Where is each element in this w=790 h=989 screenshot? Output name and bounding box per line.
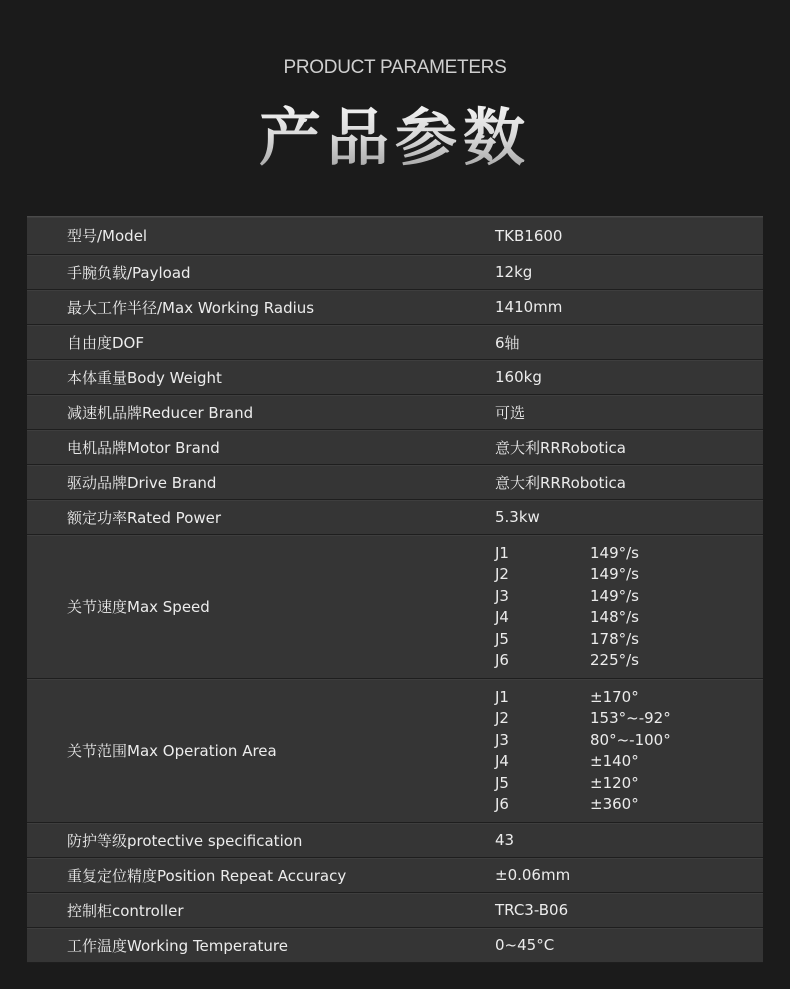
joint-value: ±360°: [590, 795, 639, 814]
joint-name: J6: [495, 795, 509, 814]
table-row: [27, 928, 763, 963]
joint-item: [495, 772, 763, 794]
table-row-operation-area: [27, 679, 763, 823]
joint-name: J2: [495, 709, 509, 728]
param-label: 工作温度Working Temperature: [67, 936, 288, 955]
table-row: [27, 893, 763, 928]
table-row-max-speed: [27, 535, 763, 679]
param-label: 自由度DOF: [67, 333, 144, 352]
table-row: [27, 217, 763, 255]
table-row: [27, 465, 763, 500]
table-row: [27, 430, 763, 465]
joint-item: [495, 729, 763, 751]
joint-value: 149°/s: [590, 543, 639, 562]
param-label: 额定功率Rated Power: [67, 508, 222, 527]
joint-item: [495, 751, 763, 773]
param-value: 1410mm: [495, 298, 563, 316]
param-value: 6轴: [495, 333, 520, 352]
param-value: 5.3kw: [495, 508, 540, 526]
joint-value: ±120°: [590, 773, 639, 792]
joint-value: 153°~-92°: [590, 709, 671, 728]
joint-value: 149°/s: [590, 565, 639, 584]
joint-value: 80°~-100°: [590, 730, 671, 749]
page-title: 产品参数: [0, 88, 790, 177]
joint-name: J1: [495, 543, 509, 562]
joint-list: [455, 542, 763, 672]
joint-name: J5: [495, 773, 509, 792]
joint-name: J5: [495, 629, 509, 648]
joint-item: [495, 563, 763, 585]
param-label: 关节范围Max Operation Area: [67, 742, 277, 760]
joint-value: 148°/s: [590, 608, 639, 627]
joint-item: [495, 607, 763, 629]
param-value: 意大利RRRobotica: [495, 438, 626, 457]
joint-name: J3: [495, 586, 509, 605]
joint-item: [495, 628, 763, 650]
joint-item: [495, 650, 763, 672]
param-label: 手腕负载/Payload: [67, 263, 191, 282]
param-label: 本体重量Body Weight: [67, 368, 222, 387]
param-value: TRC3-B06: [495, 901, 569, 919]
joint-value: ±140°: [590, 752, 639, 771]
joint-value: 149°/s: [590, 586, 639, 605]
param-label: 重复定位精度Position Repeat Accuracy: [67, 866, 347, 885]
table-row: [27, 858, 763, 893]
param-label: 关节速度Max Speed: [67, 598, 210, 616]
table-row: [27, 360, 763, 395]
joint-item: [495, 542, 763, 564]
param-label: 减速机品牌Reducer Brand: [67, 403, 254, 422]
joint-name: J6: [495, 651, 509, 670]
table-row: [27, 395, 763, 430]
joint-name: J3: [495, 730, 509, 749]
param-value: 0~45°C: [495, 936, 555, 954]
joint-name: J1: [495, 687, 509, 706]
joint-value: 178°/s: [590, 629, 639, 648]
joint-list: [455, 686, 763, 816]
param-label: 型号/Model: [67, 227, 148, 245]
joint-item: [495, 794, 763, 816]
joint-item: [495, 707, 763, 729]
joint-item: [495, 585, 763, 607]
param-value: TKB1600: [495, 226, 563, 245]
table-row: [27, 325, 763, 360]
param-label: 驱动品牌Drive Brand: [67, 473, 217, 492]
param-value: ±0.06mm: [495, 866, 571, 884]
joint-value: ±170°: [590, 687, 639, 706]
param-value: 可选: [495, 403, 526, 422]
joint-name: J4: [495, 608, 509, 627]
table-row: [27, 823, 763, 858]
joint-value: 225°/s: [590, 651, 639, 670]
parameters-table: [27, 216, 763, 963]
table-row: [27, 500, 763, 535]
joint-name: J4: [495, 752, 509, 771]
param-value: 160kg: [495, 368, 542, 386]
table-row: [27, 255, 763, 290]
param-label: 控制柜controller: [67, 901, 184, 920]
table-row: [27, 290, 763, 325]
param-value: 12kg: [495, 263, 533, 281]
param-label: 最大工作半径/Max Working Radius: [67, 298, 315, 317]
param-label: 电机品牌Motor Brand: [67, 438, 220, 457]
joint-item: [495, 686, 763, 708]
param-value: 43: [495, 831, 515, 849]
section-subtitle: PRODUCT PARAMETERS: [283, 57, 507, 78]
param-label: 防护等级protective specification: [67, 831, 303, 850]
param-value: 意大利RRRobotica: [495, 473, 626, 492]
joint-name: J2: [495, 565, 509, 584]
